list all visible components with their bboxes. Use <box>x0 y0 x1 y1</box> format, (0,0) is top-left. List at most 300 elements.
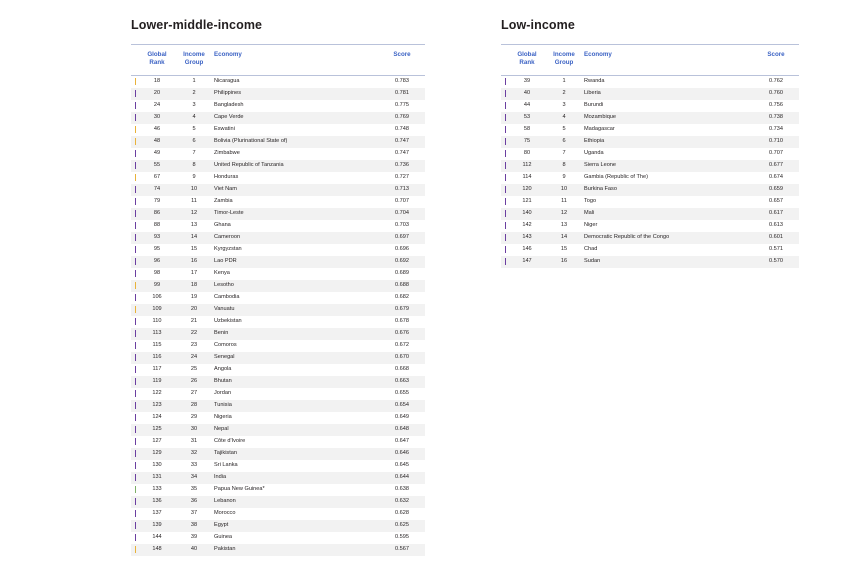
cell-score: 0.655 <box>395 390 409 397</box>
cell-global-rank: 124 <box>152 414 162 421</box>
column-header-score: Score <box>379 45 425 76</box>
cell-economy: Gambia (Republic of The) <box>584 174 648 181</box>
row-marker <box>131 544 140 556</box>
cell-economy: Pakistan <box>214 544 379 556</box>
region-color-bar-icon <box>135 498 137 505</box>
cell-income-group: 16 <box>174 256 214 268</box>
cell-economy: Guinea <box>214 534 233 541</box>
row-marker <box>131 220 140 232</box>
cell-economy: Benin <box>214 328 379 340</box>
panel-lower-middle-income <box>131 18 425 556</box>
cell-income-group: 5 <box>562 126 566 133</box>
cell-income-group: 36 <box>174 496 214 508</box>
table-header-row <box>131 45 425 76</box>
row-marker <box>131 364 140 376</box>
cell-income-group: 15 <box>190 246 198 253</box>
cell-economy: Lao PDR <box>214 256 379 268</box>
cell-economy: Kyrgyzstan <box>214 246 242 253</box>
region-color-bar-icon <box>135 522 137 529</box>
table-body <box>131 75 425 556</box>
cell-income-group: 4 <box>544 112 584 124</box>
cell-income-group: 11 <box>191 198 197 205</box>
cell-global-rank: 112 <box>510 160 544 172</box>
cell-economy: Togo <box>584 198 597 205</box>
cell-global-rank: 114 <box>522 174 532 181</box>
table-row <box>131 436 425 448</box>
cell-score: 0.613 <box>769 222 783 229</box>
table-row <box>131 388 425 400</box>
region-color-bar-icon <box>135 246 137 253</box>
region-color-bar-icon <box>505 114 507 121</box>
cell-income-group: 23 <box>190 342 198 349</box>
table-row <box>131 448 425 460</box>
region-color-bar-icon <box>135 462 137 469</box>
table-header-row <box>501 45 799 76</box>
table-row <box>131 280 425 292</box>
row-marker <box>131 160 140 172</box>
cell-income-group: 25 <box>190 366 198 373</box>
region-color-bar-icon <box>135 402 137 409</box>
cell-economy: Bangladesh <box>214 102 244 109</box>
cell-score: 0.775 <box>395 102 409 109</box>
table-row <box>131 196 425 208</box>
cell-score: 0.628 <box>395 510 409 517</box>
cell-economy: Bolivia (Plurinational State of) <box>214 136 379 148</box>
region-color-bar-icon <box>135 78 137 85</box>
row-marker <box>131 256 140 268</box>
table-row <box>131 508 425 520</box>
cell-economy: Eswatini <box>214 126 235 133</box>
cell-income-group: 9 <box>562 174 566 181</box>
cell-global-rank: 139 <box>140 520 174 532</box>
region-color-bar-icon <box>135 138 137 145</box>
table-row <box>131 412 425 424</box>
cell-score: 0.646 <box>379 448 425 460</box>
row-marker <box>131 136 140 148</box>
cell-economy: Democratic Republic of the Congo <box>584 232 753 244</box>
table-body <box>501 75 799 268</box>
cell-global-rank: 39 <box>523 78 531 85</box>
region-color-bar-icon <box>135 258 137 265</box>
table-row <box>501 88 799 100</box>
region-color-bar-icon <box>135 438 137 445</box>
cell-economy: Mali <box>584 208 753 220</box>
cell-economy: Kenya <box>214 270 230 277</box>
table-row <box>131 376 425 388</box>
table-row <box>501 148 799 160</box>
row-marker <box>131 496 140 508</box>
region-color-bar-icon <box>135 342 137 349</box>
cell-score: 0.625 <box>379 520 425 532</box>
cell-economy: Liberia <box>584 88 753 100</box>
cell-income-group: 6 <box>174 136 214 148</box>
cell-economy: Egypt <box>214 520 379 532</box>
table-row <box>131 400 425 412</box>
cell-income-group: 7 <box>192 150 196 157</box>
cell-global-rank: 129 <box>140 448 174 460</box>
cell-economy: Tajikistan <box>214 448 379 460</box>
cell-global-rank: 67 <box>153 174 161 181</box>
table-row <box>501 184 799 196</box>
cell-global-rank: 147 <box>510 256 544 268</box>
row-marker <box>501 208 510 220</box>
column-header-economy: Economy <box>214 45 379 76</box>
row-marker <box>501 184 510 196</box>
table-row <box>501 208 799 220</box>
cell-income-group: 4 <box>174 112 214 124</box>
region-color-bar-icon <box>135 474 137 481</box>
row-marker <box>131 460 140 472</box>
cell-income-group: 15 <box>560 246 568 253</box>
cell-score: 0.736 <box>379 160 425 172</box>
cell-economy: Senegal <box>214 352 379 364</box>
region-color-bar-icon <box>135 90 137 97</box>
cell-global-rank: 133 <box>152 486 162 493</box>
ranking-table <box>131 44 425 556</box>
cell-score: 0.676 <box>379 328 425 340</box>
cell-global-rank: 48 <box>140 136 174 148</box>
cell-income-group: 12 <box>174 208 214 220</box>
cell-income-group: 20 <box>174 304 214 316</box>
region-color-bar-icon <box>505 138 507 145</box>
row-marker <box>131 148 140 160</box>
cell-economy: Vanuatu <box>214 304 379 316</box>
cell-economy: United Republic of Tanzania <box>214 160 379 172</box>
table-row <box>131 544 425 556</box>
table-row <box>131 292 425 304</box>
cell-income-group: 18 <box>174 280 214 292</box>
cell-score: 0.781 <box>379 88 425 100</box>
table-row <box>131 472 425 484</box>
region-color-bar-icon <box>505 126 507 133</box>
cell-global-rank: 98 <box>153 270 161 277</box>
region-color-bar-icon <box>135 450 137 457</box>
row-marker <box>131 124 140 136</box>
table-row <box>501 196 799 208</box>
region-color-bar-icon <box>505 150 507 157</box>
region-color-bar-icon <box>135 534 137 541</box>
cell-global-rank: 95 <box>153 246 161 253</box>
cell-economy: Mozambique <box>584 112 753 124</box>
cell-income-group: 17 <box>190 270 198 277</box>
table-row <box>131 328 425 340</box>
row-marker <box>501 112 510 124</box>
cell-economy: Uganda <box>584 150 604 157</box>
region-color-bar-icon <box>135 546 137 553</box>
table-row <box>131 304 425 316</box>
table-row <box>131 88 425 100</box>
ranking-table <box>501 44 799 268</box>
row-marker <box>131 280 140 292</box>
region-color-bar-icon <box>135 174 137 181</box>
region-color-bar-icon <box>505 210 507 217</box>
cell-economy: Sri Lanka <box>214 462 238 469</box>
row-marker <box>501 232 510 244</box>
table-row <box>131 364 425 376</box>
cell-score: 0.710 <box>753 136 799 148</box>
row-marker <box>501 196 510 208</box>
cell-score: 0.747 <box>395 150 409 157</box>
table-row <box>131 100 425 112</box>
cell-economy: Lesotho <box>214 280 379 292</box>
cell-score: 0.632 <box>379 496 425 508</box>
cell-economy: Timor-Leste <box>214 208 379 220</box>
cell-income-group: 10 <box>174 184 214 196</box>
cell-economy: Papua New Guinea* <box>214 486 265 493</box>
region-color-bar-icon <box>135 210 137 217</box>
region-color-bar-icon <box>135 306 137 313</box>
cell-economy: Rwanda <box>584 78 605 85</box>
row-marker <box>131 412 140 424</box>
cell-income-group: 35 <box>190 486 198 493</box>
cell-score: 0.647 <box>395 438 409 445</box>
cell-score: 0.567 <box>379 544 425 556</box>
row-marker <box>131 520 140 532</box>
row-marker <box>501 136 510 148</box>
panel-title: Lower-middle-income <box>131 18 263 32</box>
cell-income-group: 3 <box>192 102 196 109</box>
cell-income-group: 16 <box>544 256 584 268</box>
cell-income-group: 40 <box>174 544 214 556</box>
region-color-bar-icon <box>505 102 507 109</box>
cell-economy: Tunisia <box>214 400 379 412</box>
region-color-bar-icon <box>135 486 137 493</box>
cell-economy: Comoros <box>214 342 237 349</box>
cell-score: 0.679 <box>379 304 425 316</box>
region-color-bar-icon <box>135 222 137 229</box>
row-marker <box>131 268 140 280</box>
row-marker <box>131 100 140 112</box>
table-row <box>131 244 425 256</box>
region-color-bar-icon <box>505 78 507 85</box>
cell-economy: Lebanon <box>214 496 379 508</box>
cell-score: 0.654 <box>379 400 425 412</box>
cell-score: 0.674 <box>769 174 783 181</box>
cell-score: 0.595 <box>395 534 409 541</box>
cell-economy: Philippines <box>214 88 379 100</box>
cell-economy: Morocco <box>214 510 236 517</box>
cell-economy: India <box>214 472 379 484</box>
cell-economy: Honduras <box>214 174 239 181</box>
region-color-bar-icon <box>135 414 137 421</box>
cell-global-rank: 142 <box>522 222 532 229</box>
table-row <box>501 112 799 124</box>
table-row <box>131 460 425 472</box>
cell-income-group: 1 <box>562 78 566 85</box>
region-color-bar-icon <box>135 198 137 205</box>
cell-income-group: 6 <box>544 136 584 148</box>
cell-global-rank: 143 <box>510 232 544 244</box>
panel-low-income <box>501 18 799 268</box>
table-row <box>131 340 425 352</box>
table-row <box>501 172 799 184</box>
row-marker <box>131 484 140 496</box>
column-header-marker <box>501 45 510 76</box>
cell-global-rank: 40 <box>510 88 544 100</box>
cell-global-rank: 18 <box>153 78 161 85</box>
cell-global-rank: 117 <box>152 366 162 373</box>
cell-economy: Nepal <box>214 424 379 436</box>
cell-score: 0.738 <box>753 112 799 124</box>
cell-income-group: 32 <box>174 448 214 460</box>
cell-global-rank: 131 <box>140 472 174 484</box>
cell-global-rank: 113 <box>140 328 174 340</box>
cell-economy: Niger <box>584 222 598 229</box>
cell-income-group: 13 <box>560 222 568 229</box>
region-color-bar-icon <box>135 294 137 301</box>
cell-global-rank: 109 <box>140 304 174 316</box>
cell-score: 0.696 <box>395 246 409 253</box>
row-marker <box>131 292 140 304</box>
row-marker <box>501 100 510 112</box>
cell-global-rank: 53 <box>510 112 544 124</box>
cell-score: 0.677 <box>753 160 799 172</box>
table-row <box>131 256 425 268</box>
region-color-bar-icon <box>135 366 137 373</box>
region-color-bar-icon <box>505 246 507 253</box>
cell-score: 0.649 <box>395 414 409 421</box>
cell-income-group: 7 <box>562 150 566 157</box>
row-marker <box>131 328 140 340</box>
cell-income-group: 3 <box>562 102 566 109</box>
cell-economy: Sudan <box>584 256 753 268</box>
column-header-global-rank: Global Rank <box>510 45 544 76</box>
cell-global-rank: 20 <box>140 88 174 100</box>
cell-economy: Sierra Leone <box>584 160 753 172</box>
cell-score: 0.601 <box>753 232 799 244</box>
cell-economy: Uzbekistan <box>214 318 242 325</box>
row-marker <box>131 508 140 520</box>
cell-income-group: 9 <box>192 174 196 181</box>
row-marker <box>131 400 140 412</box>
table-row <box>131 316 425 328</box>
region-color-bar-icon <box>135 510 137 517</box>
cell-economy: Angola <box>214 366 232 373</box>
region-color-bar-icon <box>135 162 137 169</box>
cell-score: 0.783 <box>395 78 409 85</box>
cell-income-group: 28 <box>174 400 214 412</box>
cell-economy: Cape Verde <box>214 112 379 124</box>
cell-global-rank: 144 <box>152 534 162 541</box>
cell-global-rank: 127 <box>152 438 162 445</box>
cell-income-group: 29 <box>190 414 198 421</box>
cell-global-rank: 96 <box>140 256 174 268</box>
cell-global-rank: 55 <box>140 160 174 172</box>
column-header-score: Score <box>753 45 799 76</box>
cell-income-group: 27 <box>190 390 198 397</box>
region-color-bar-icon <box>505 258 507 265</box>
cell-score: 0.668 <box>395 366 409 373</box>
cell-global-rank: 44 <box>523 102 531 109</box>
row-marker <box>131 244 140 256</box>
table-row <box>131 160 425 172</box>
cell-global-rank: 140 <box>510 208 544 220</box>
table-row <box>501 232 799 244</box>
region-color-bar-icon <box>135 318 137 325</box>
cell-score: 0.617 <box>753 208 799 220</box>
panel-title: Low-income <box>501 18 575 32</box>
row-marker <box>131 184 140 196</box>
cell-global-rank: 93 <box>140 232 174 244</box>
row-marker <box>501 75 510 88</box>
row-marker <box>131 75 140 88</box>
row-marker <box>131 388 140 400</box>
region-color-bar-icon <box>135 426 137 433</box>
cell-score: 0.645 <box>395 462 409 469</box>
row-marker <box>501 148 510 160</box>
cell-score: 0.707 <box>769 150 783 157</box>
region-color-bar-icon <box>505 234 507 241</box>
row-marker <box>131 304 140 316</box>
row-marker <box>131 448 140 460</box>
row-marker <box>501 88 510 100</box>
row-marker <box>131 196 140 208</box>
cell-global-rank: 24 <box>153 102 161 109</box>
table-row <box>131 496 425 508</box>
cell-economy: Ethiopia <box>584 136 753 148</box>
cell-economy: Chad <box>584 246 598 253</box>
table-header <box>501 45 799 76</box>
region-color-bar-icon <box>135 270 137 277</box>
region-color-bar-icon <box>505 198 507 205</box>
cell-income-group: 31 <box>190 438 198 445</box>
cell-income-group: 38 <box>174 520 214 532</box>
table-row <box>131 352 425 364</box>
row-marker <box>131 352 140 364</box>
cell-score: 0.570 <box>753 256 799 268</box>
cell-global-rank: 110 <box>152 318 162 325</box>
cell-global-rank: 46 <box>153 126 161 133</box>
cell-score: 0.648 <box>379 424 425 436</box>
cell-global-rank: 122 <box>152 390 162 397</box>
row-marker <box>131 436 140 448</box>
cell-economy: Ghana <box>214 222 231 229</box>
cell-score: 0.689 <box>395 270 409 277</box>
cell-economy: Jordan <box>214 390 232 397</box>
cell-global-rank: 86 <box>140 208 174 220</box>
cell-score: 0.678 <box>395 318 409 325</box>
row-marker <box>131 376 140 388</box>
table-row <box>501 75 799 88</box>
region-color-bar-icon <box>135 114 137 121</box>
cell-income-group: 5 <box>192 126 196 133</box>
cell-income-group: 8 <box>174 160 214 172</box>
cell-global-rank: 106 <box>152 294 162 301</box>
cell-global-rank: 121 <box>522 198 532 205</box>
cell-global-rank: 146 <box>522 246 532 253</box>
cell-income-group: 14 <box>174 232 214 244</box>
cell-score: 0.571 <box>769 246 783 253</box>
cell-score: 0.663 <box>379 376 425 388</box>
cell-score: 0.734 <box>769 126 783 133</box>
cell-economy: Burundi <box>584 102 604 109</box>
table-row <box>131 532 425 544</box>
table-row <box>501 124 799 136</box>
cell-score: 0.704 <box>379 208 425 220</box>
region-color-bar-icon <box>135 234 137 241</box>
row-marker <box>131 316 140 328</box>
row-marker <box>131 340 140 352</box>
cell-score: 0.670 <box>379 352 425 364</box>
region-color-bar-icon <box>505 222 507 229</box>
region-color-bar-icon <box>135 126 137 133</box>
cell-economy: Madagascar <box>584 126 615 133</box>
cell-global-rank: 119 <box>140 376 174 388</box>
region-color-bar-icon <box>135 354 137 361</box>
table-row <box>131 484 425 496</box>
table-row <box>131 208 425 220</box>
cell-score: 0.713 <box>379 184 425 196</box>
